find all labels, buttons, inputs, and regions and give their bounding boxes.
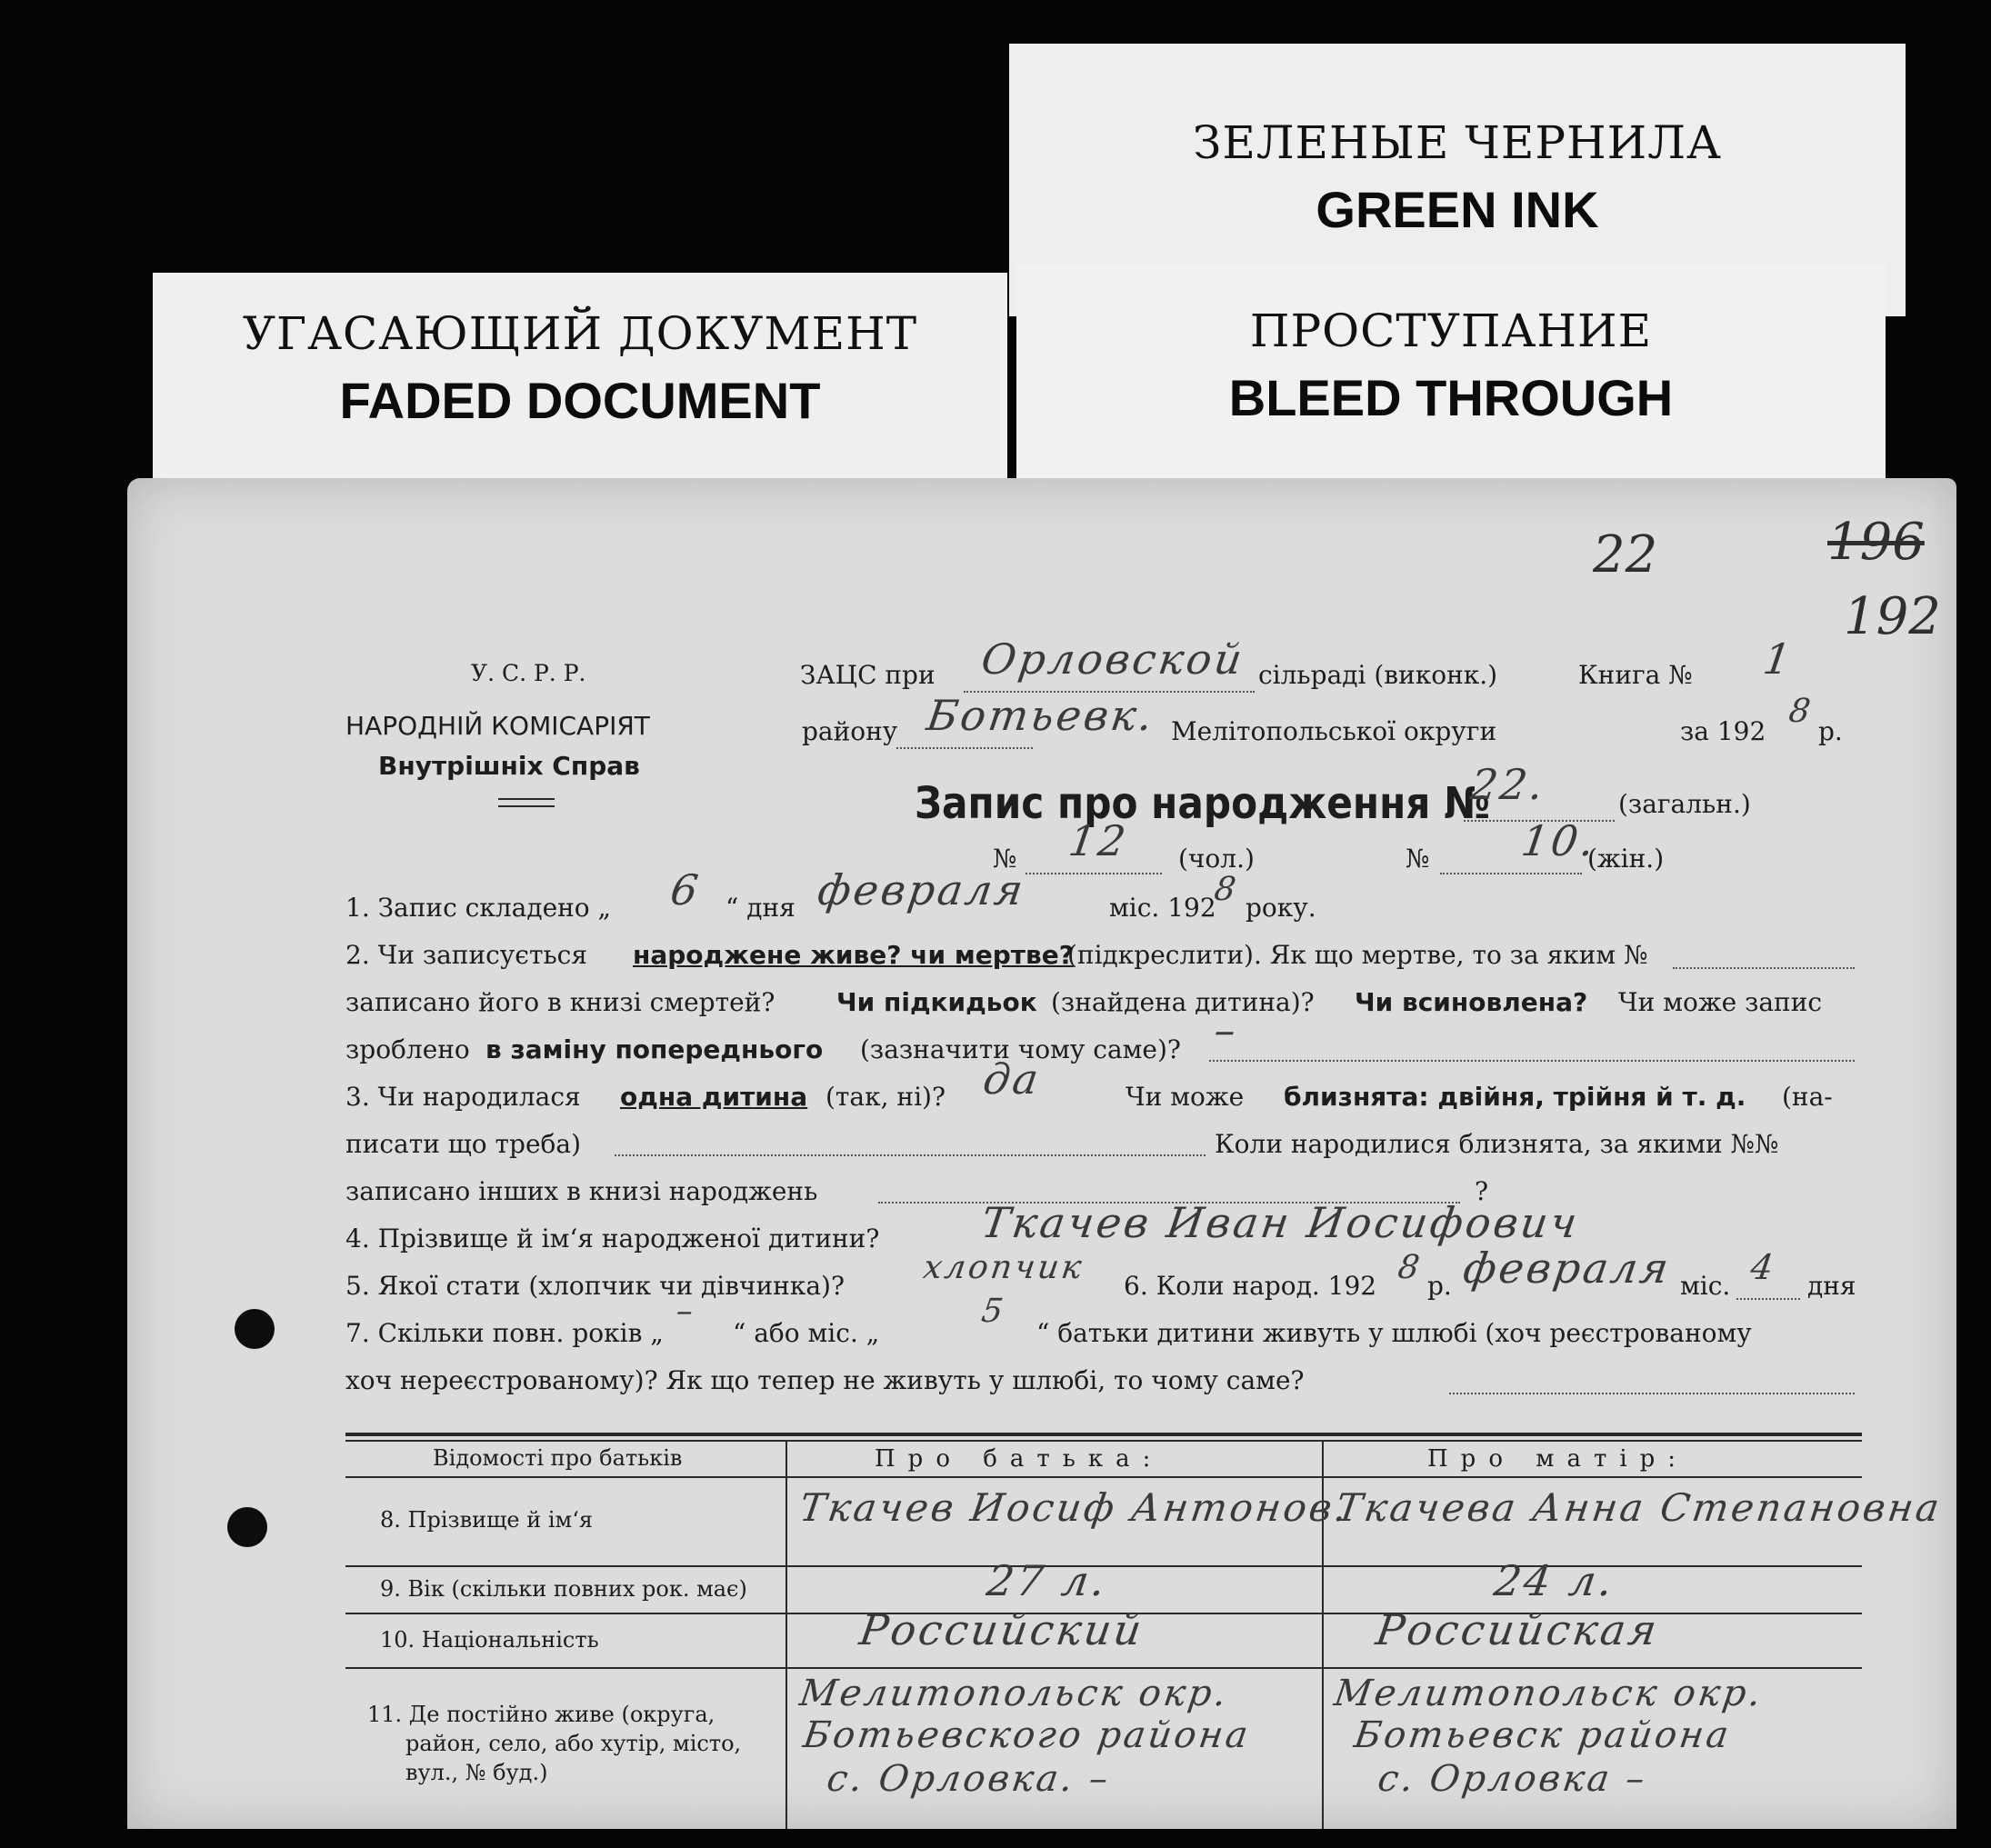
- mother-address-hw: Ботьевск района: [1351, 1714, 1734, 1756]
- label-en: FADED DOCUMENT: [339, 372, 821, 429]
- fill-line: [1026, 873, 1162, 874]
- male-number-label: №: [993, 844, 1017, 874]
- item1-month-hw: февраля: [815, 865, 1029, 914]
- table-header-rule: [345, 1476, 1862, 1478]
- father-age-hw: 27 л.: [984, 1556, 1111, 1605]
- item7-line2: хоч нереєстрованому)? Як що тепер не живуть у шлюбі, то чому саме?: [345, 1365, 1305, 1395]
- item3-line3-b: ?: [1475, 1176, 1489, 1206]
- item3-line1-c: (так, ні)?: [825, 1082, 945, 1112]
- country-header: У. С. Р. Р.: [471, 660, 586, 686]
- table-header: Про матір:: [1427, 1445, 1689, 1473]
- item6-b: р.: [1427, 1271, 1452, 1301]
- archive-number: 192: [1844, 587, 1941, 646]
- table-header: Відомості про батьків: [433, 1445, 683, 1471]
- item1-d: року.: [1246, 893, 1316, 923]
- male-number-suffix: (чол.): [1178, 844, 1255, 874]
- label-card-bleed-through: [1016, 264, 1886, 491]
- year-suffix: р.: [1818, 716, 1843, 746]
- year-label: за 192: [1680, 716, 1766, 746]
- label-ru: ЗЕЛЕНЫЕ ЧЕРНИЛА: [1193, 116, 1722, 169]
- item2-line3-hw: –: [1211, 1005, 1242, 1054]
- female-number-label: №: [1406, 844, 1430, 874]
- item3-line1-b: одна дитина: [620, 1082, 808, 1112]
- record-title: Запис про народження №: [915, 778, 1490, 829]
- district-handwritten: Ботьевк.: [924, 691, 1159, 740]
- label-en: GREEN INK: [1316, 181, 1599, 238]
- zags-prefix: ЗАЦС при: [800, 660, 935, 690]
- record-number-handwritten: 22.: [1467, 760, 1549, 809]
- item6-c: міс.: [1680, 1271, 1731, 1301]
- item6-year-hw: 8: [1396, 1249, 1425, 1286]
- item7-line1-a: 7. Скільки повн. років „: [345, 1318, 664, 1348]
- item3-line1-d: Чи може: [1126, 1082, 1245, 1112]
- zags-suffix: сільраді (виконк.): [1258, 660, 1498, 690]
- book-handwritten: 1: [1760, 634, 1797, 684]
- birth-record-document: [127, 478, 1956, 1829]
- table-row-label: 10. Національність: [380, 1627, 599, 1653]
- item5-label: 5. Якої стати (хлопчик чи дівчинка)?: [345, 1271, 845, 1301]
- table-row-rule: [345, 1667, 1862, 1669]
- table-top-rule: [345, 1433, 1862, 1436]
- fill-line: [1440, 873, 1582, 874]
- item2-line2-c: (знайдена дитина)?: [1051, 987, 1315, 1017]
- zags-handwritten: Орловской: [978, 634, 1248, 684]
- item2-line1-c: (підкреслити). Як що мертве, то за яким №: [1067, 940, 1648, 970]
- mother-name-hw: Ткачева Анна Степановна: [1333, 1485, 1945, 1530]
- district-label: району: [802, 716, 898, 746]
- item6-d: дня: [1807, 1271, 1856, 1301]
- item1-b: “ дня: [725, 893, 795, 923]
- fill-line: [1449, 1393, 1855, 1394]
- item4-label: 4. Прізвище й ім‘я народженої дитини?: [345, 1224, 880, 1254]
- father-address-hw: с. Орловка. –: [824, 1758, 1114, 1800]
- item1-year-hw: 8: [1212, 871, 1241, 908]
- book-label: Книга №: [1578, 660, 1693, 690]
- male-number-handwritten: 12: [1066, 816, 1132, 865]
- item7-months-hw: 5: [979, 1293, 1008, 1330]
- table-row-label: 8. Прізвище й ім‘я: [380, 1507, 593, 1533]
- divider: [498, 805, 555, 807]
- item7-line1-c: “ батьки дитини живуть у шлюбі (хоч реєстрованому: [1036, 1318, 1752, 1348]
- ministry-line1: НАРОДНІЙ КОМІСАРІЯТ: [345, 711, 650, 741]
- table-row-label: 11. Де постійно живе (округа,: [367, 1702, 715, 1727]
- item2-line3-b: в заміну попереднього: [485, 1034, 824, 1064]
- mother-age-hw: 24 л.: [1491, 1556, 1618, 1605]
- item2-line2-b: Чи підкидьок: [836, 987, 1037, 1017]
- table-row-label: 9. Вік (скільки повних рок. має): [380, 1576, 747, 1602]
- item2-line3-a: зроблено: [345, 1034, 470, 1064]
- table-row-label: вул., № буд.): [405, 1760, 548, 1785]
- table-top-rule: [345, 1440, 1862, 1442]
- item3-line2-a: писати що треба): [345, 1129, 581, 1159]
- item3-line3-a: записано інших в книзі народжень: [345, 1176, 818, 1206]
- item2-line1-b: народжене живе? чи мертве?: [633, 940, 1074, 970]
- label-en: BLEED THROUGH: [1228, 369, 1674, 426]
- father-name-hw: Ткачев Иосиф Антонов.: [796, 1485, 1353, 1530]
- female-number-handwritten: 10.: [1518, 816, 1600, 865]
- item3-line1-e: близнята: двійня, трійня й т. д.: [1284, 1082, 1746, 1112]
- item3-line1-f: (на-: [1782, 1082, 1833, 1112]
- mother-address-hw: Мелитопольск окр.: [1331, 1673, 1766, 1714]
- label-card-faded-document: [153, 273, 1007, 491]
- archive-number: 22: [1593, 525, 1658, 584]
- item2-line2-a: записано його в книзі смертей?: [345, 987, 775, 1017]
- item6-day-hw: 4: [1747, 1247, 1779, 1287]
- item2-line2-d: Чи всиновлена?: [1355, 987, 1588, 1017]
- fill-line: [1673, 967, 1855, 969]
- fill-line: [615, 1154, 1206, 1156]
- archive-number: 196: [1827, 513, 1925, 572]
- item6-label: 6. Коли народ. 192: [1124, 1271, 1377, 1301]
- item5-hw: хлопчик: [921, 1249, 1087, 1286]
- mother-address-hw: с. Орловка –: [1375, 1758, 1650, 1800]
- table-row-label: район, село, або хутір, місто,: [405, 1731, 742, 1756]
- year-handwritten: 8: [1786, 693, 1816, 730]
- item6-month-hw: февраля: [1460, 1244, 1675, 1293]
- mother-nationality-hw: Российская: [1373, 1605, 1663, 1654]
- father-address-hw: Ботьевского района: [800, 1714, 1254, 1756]
- okrug-label: Мелітопольської округи: [1171, 716, 1497, 746]
- fill-line: [896, 747, 1033, 749]
- fill-line: [1209, 1060, 1855, 1062]
- item1-c: міс. 192: [1109, 893, 1216, 923]
- punch-hole: [235, 1309, 275, 1349]
- punch-hole: [227, 1507, 267, 1547]
- item7-years-hw: –: [674, 1293, 698, 1330]
- item4-hw: Ткачев Иван Иосифович: [978, 1198, 1583, 1247]
- item1-a: 1. Запис складено „: [345, 893, 612, 923]
- fill-line: [1736, 1298, 1800, 1300]
- ministry-line2: Внутрішніх Справ: [378, 751, 640, 781]
- total-label: (загальн.): [1618, 789, 1751, 819]
- table-col-divider: [785, 1440, 787, 1829]
- item2-line1-a: 2. Чи записується: [345, 940, 588, 970]
- item2-line2-e: Чи може запис: [1618, 987, 1823, 1017]
- item7-line1-b: “ або міс. „: [733, 1318, 880, 1348]
- father-address-hw: Мелитопольск окр.: [796, 1673, 1232, 1714]
- item1-day-hw: 6: [667, 865, 705, 914]
- father-nationality-hw: Российский: [856, 1605, 1147, 1654]
- item3-line2-b: Коли народилися близнята, за якими №№: [1215, 1129, 1779, 1159]
- item3-line1-hw: да: [980, 1054, 1045, 1104]
- female-number-suffix: (жін.): [1587, 844, 1665, 874]
- item3-line1-a: 3. Чи народилася: [345, 1082, 581, 1112]
- divider: [498, 798, 555, 800]
- label-ru: ПРОСТУПАНИЕ: [1249, 305, 1653, 357]
- table-header: Про батька:: [875, 1445, 1164, 1473]
- item2-line3-c: (зазначити чому саме)?: [860, 1034, 1181, 1064]
- label-ru: УГАСАЮЩИЙ ДОКУМЕНТ: [242, 307, 918, 360]
